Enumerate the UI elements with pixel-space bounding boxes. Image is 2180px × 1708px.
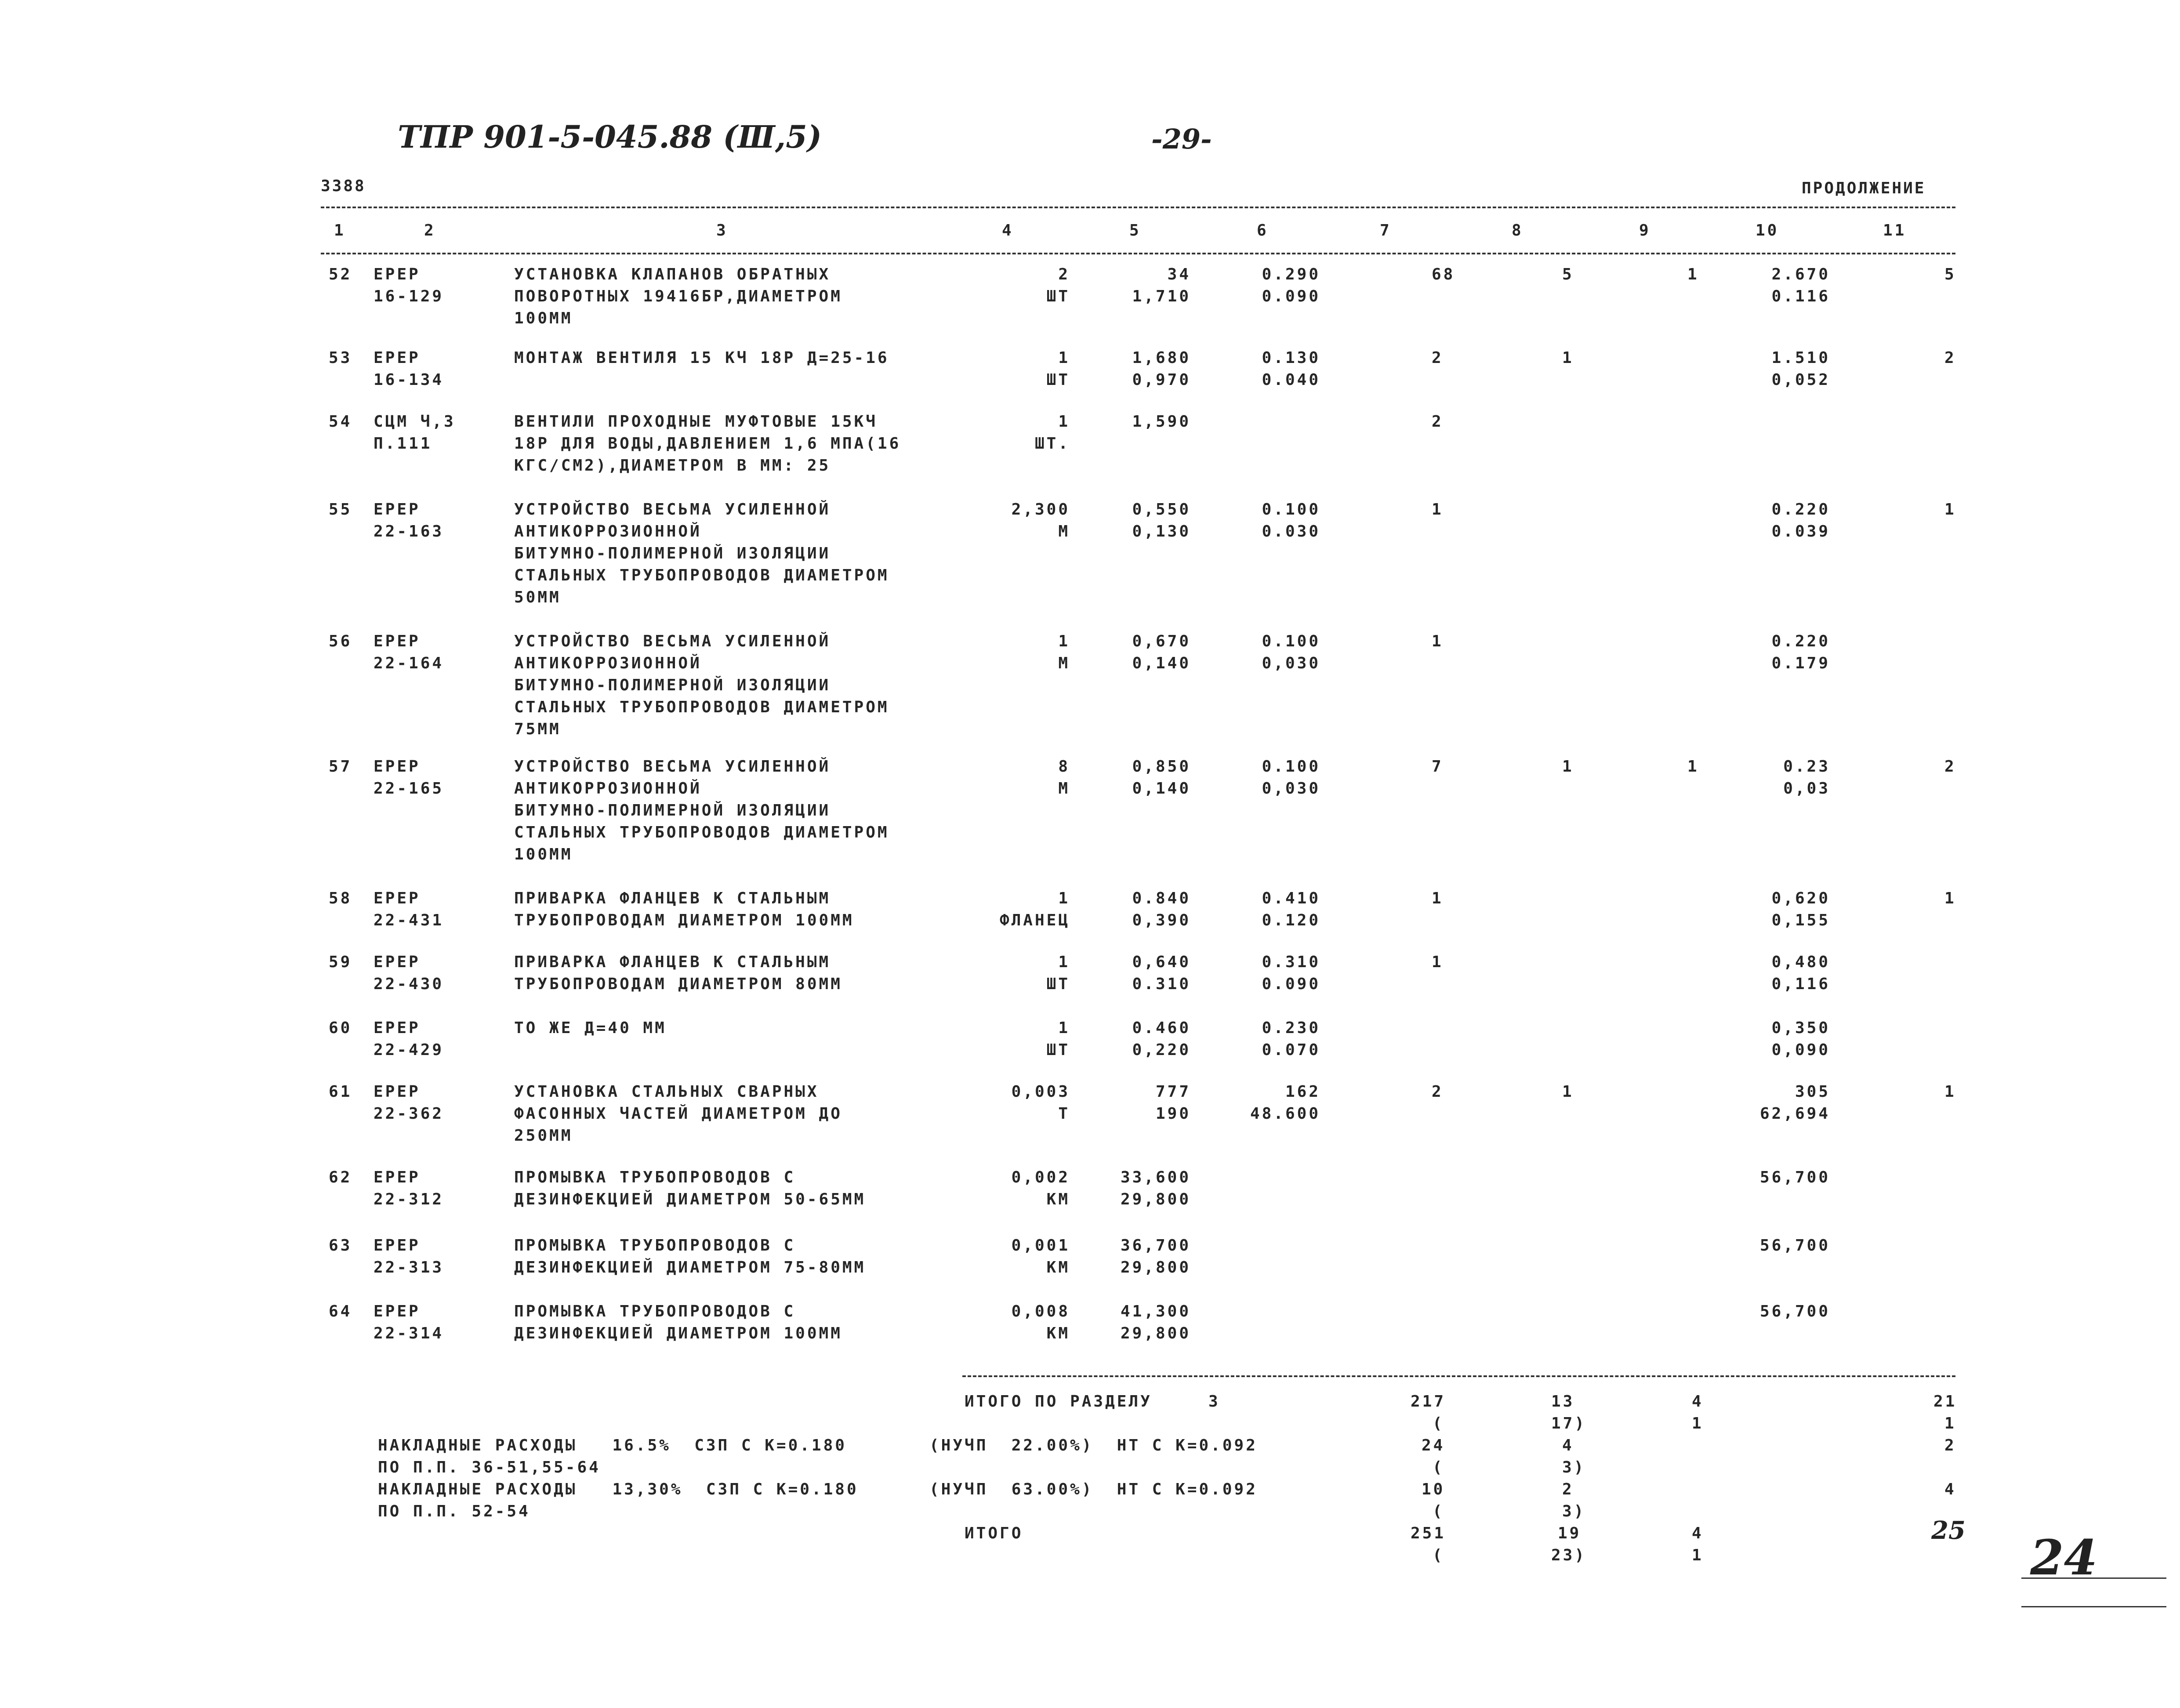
- overhead-1-line1: НАКЛАДНЫЕ РАСХОДЫ 16.5% СЗП С К=0.180: [378, 1436, 847, 1454]
- row-description: СТАЛЬНЫХ ТРУБОПРОВОДОВ ДИАМЕТРОМ: [514, 823, 889, 841]
- row-col8: 1: [1562, 758, 1574, 776]
- row-col8: 1: [1562, 1083, 1574, 1101]
- row-quantity: 1: [1058, 349, 1070, 367]
- overhead-1-line2: ПО П.П. 36-51,55-64: [378, 1458, 601, 1476]
- grand-total-c9-b: 1: [1692, 1546, 1704, 1564]
- row-col6: 0.100: [1262, 758, 1320, 776]
- row-description: 100ММ: [514, 845, 573, 863]
- row-unit: М: [1058, 522, 1070, 540]
- row-description: БИТУМНО-ПОЛИМЕРНОЙ ИЗОЛЯЦИИ: [514, 676, 831, 694]
- row-col6: 0.040: [1262, 371, 1320, 389]
- row-code: 22-164: [374, 654, 444, 672]
- row-number: 55: [329, 500, 352, 519]
- row-code: 22-429: [374, 1041, 444, 1059]
- row-number: 64: [329, 1302, 352, 1320]
- row-col5: 0.310: [1132, 975, 1191, 993]
- row-col6: 0.030: [1262, 522, 1320, 540]
- col-header-2: 2: [424, 221, 436, 239]
- row-description: БИТУМНО-ПОЛИМЕРНОЙ ИЗОЛЯЦИИ: [514, 544, 831, 562]
- overhead-1-c11: 2: [1944, 1436, 1956, 1454]
- row-col10: 0.220: [1771, 632, 1830, 650]
- row-col5: 33,600: [1120, 1168, 1191, 1186]
- overhead-2-c7-b: (: [1433, 1502, 1444, 1520]
- row-quantity: 1: [1058, 889, 1070, 907]
- row-description: СТАЛЬНЫХ ТРУБОПРОВОДОВ ДИАМЕТРОМ: [514, 698, 889, 716]
- row-col10: 1.510: [1771, 349, 1830, 367]
- row-number: 59: [329, 953, 352, 971]
- row-description: 50ММ: [514, 588, 561, 606]
- overhead-2-c8-b: 3): [1562, 1502, 1586, 1520]
- row-number: 52: [329, 265, 352, 283]
- row-col5: 29,800: [1120, 1258, 1191, 1276]
- overhead-2-line1: НАКЛАДНЫЕ РАСХОДЫ 13,30% СЗП С К=0.180: [378, 1480, 859, 1498]
- row-code: ЕРЕР: [374, 758, 421, 776]
- row-code: 22-312: [374, 1190, 444, 1208]
- row-quantity: 0,003: [1011, 1083, 1070, 1101]
- row-col10: 56,700: [1759, 1237, 1830, 1255]
- row-description: ФАСОННЫХ ЧАСТЕЙ ДИАМЕТРОМ ДО: [514, 1105, 842, 1123]
- col-header-6: 6: [1257, 221, 1269, 239]
- row-description: ТРУБОПРОВОДАМ ДИАМЕТРОМ 100ММ: [514, 911, 854, 929]
- row-quantity: 0,002: [1011, 1168, 1070, 1186]
- row-code: П.111: [374, 435, 432, 453]
- row-col5: 0,130: [1132, 522, 1191, 540]
- row-quantity: 2: [1058, 265, 1070, 283]
- row-code: ЕРЕР: [374, 500, 421, 519]
- row-col5: 0.840: [1132, 889, 1191, 907]
- row-col10: 305: [1795, 1083, 1830, 1101]
- row-code: 22-430: [374, 975, 444, 993]
- row-number: 54: [329, 413, 352, 431]
- sheet-number-underline-2: [2021, 1606, 2166, 1607]
- row-number: 60: [329, 1019, 352, 1037]
- header-rule-top: [321, 207, 1955, 208]
- row-unit: ФЛАНЕЦ: [999, 911, 1070, 929]
- row-description: УСТРОЙСТВО ВЕСЬМА УСИЛЕННОЙ: [514, 758, 831, 776]
- section-total-c7-b: (: [1433, 1414, 1444, 1432]
- section-total-c8-b: 17): [1551, 1414, 1587, 1432]
- row-description: УСТАНОВКА КЛАПАНОВ ОБРАТНЫХ: [514, 265, 831, 283]
- row-col10: 2.670: [1771, 265, 1830, 283]
- section-total-c9-b: 1: [1692, 1414, 1704, 1432]
- row-description: ПРИВАРКА ФЛАНЦЕВ К СТАЛЬНЫМ: [514, 889, 831, 907]
- row-description: ПОВОРОТНЫХ 19416БР,ДИАМЕТРОМ: [514, 287, 842, 305]
- overhead-2-c7: 10: [1422, 1480, 1445, 1498]
- table-row: [0, 499, 2180, 613]
- row-unit: ШТ: [1046, 287, 1070, 305]
- row-code: ЕРЕР: [374, 889, 421, 907]
- row-col10: 0,155: [1771, 911, 1830, 929]
- row-description: ПРИВАРКА ФЛАНЦЕВ К СТАЛЬНЫМ: [514, 953, 831, 971]
- row-quantity: 2,300: [1011, 500, 1070, 519]
- row-number: 53: [329, 349, 352, 367]
- row-description: 75ММ: [514, 720, 561, 738]
- row-col6: 0.100: [1262, 500, 1320, 519]
- row-code: ЕРЕР: [374, 953, 421, 971]
- row-description: ДЕЗИНФЕКЦИЕЙ ДИАМЕТРОМ 50-65ММ: [514, 1190, 866, 1208]
- row-col5: 1,710: [1132, 287, 1191, 305]
- row-col5: 0,640: [1132, 953, 1191, 971]
- overhead-2-c11: 4: [1944, 1480, 1956, 1498]
- row-col8: 1: [1562, 349, 1574, 367]
- row-code: СЦМ Ч,3: [374, 413, 456, 431]
- col-header-5: 5: [1129, 221, 1141, 239]
- section-total-c11-b: 1: [1944, 1414, 1956, 1432]
- row-quantity: 8: [1058, 758, 1070, 776]
- row-col6: 162: [1285, 1083, 1320, 1101]
- row-description: ДЕЗИНФЕКЦИЕЙ ДИАМЕТРОМ 75-80ММ: [514, 1258, 866, 1276]
- row-code: 22-431: [374, 911, 444, 929]
- row-code: 22-314: [374, 1324, 444, 1342]
- row-col7: 1: [1432, 632, 1444, 650]
- grand-total-label: ИТОГО: [965, 1524, 1023, 1542]
- row-col7: 1: [1432, 953, 1444, 971]
- row-col10: 0,116: [1771, 975, 1830, 993]
- row-col6: 0.130: [1262, 349, 1320, 367]
- row-col10: 0,620: [1771, 889, 1830, 907]
- row-unit: КМ: [1046, 1190, 1070, 1208]
- grand-total-c8-b: 23): [1551, 1546, 1587, 1564]
- row-code: 16-129: [374, 287, 444, 305]
- row-unit: ШТ: [1046, 371, 1070, 389]
- row-col5: 0,970: [1132, 371, 1191, 389]
- row-col11: 1: [1944, 1083, 1956, 1101]
- section-total-number: 3: [1208, 1393, 1220, 1411]
- row-col7: 2: [1432, 1083, 1444, 1101]
- row-col5: 0,140: [1132, 654, 1191, 672]
- grand-total-c11: 25: [1931, 1516, 1966, 1545]
- row-col10: 0.116: [1771, 287, 1830, 305]
- row-col10: 0,052: [1771, 371, 1830, 389]
- handwritten-sheet-number: 24: [2030, 1529, 2098, 1586]
- row-col10: 0.039: [1771, 522, 1830, 540]
- row-code: 22-163: [374, 522, 444, 540]
- overhead-1-c8-b: 3): [1562, 1458, 1586, 1476]
- row-col10: 0.23: [1783, 758, 1830, 776]
- row-col5: 0,390: [1132, 911, 1191, 929]
- row-col6: 0,030: [1262, 780, 1320, 798]
- row-description: АНТИКОРРОЗИОННОЙ: [514, 780, 702, 798]
- col-header-11: 11: [1883, 221, 1907, 239]
- row-col6: 0,030: [1262, 654, 1320, 672]
- row-col6: 0.120: [1262, 911, 1320, 929]
- row-description: УСТРОЙСТВО ВЕСЬМА УСИЛЕННОЙ: [514, 632, 831, 650]
- row-quantity: 1: [1058, 1019, 1070, 1037]
- row-col6: 0.290: [1262, 265, 1320, 283]
- row-col5: 36,700: [1120, 1237, 1191, 1255]
- row-description: АНТИКОРРОЗИОННОЙ: [514, 522, 702, 540]
- row-col5: 0,140: [1132, 780, 1191, 798]
- overhead-2-mid: (НУЧП 63.00%) НТ С К=0.092: [929, 1480, 1258, 1498]
- header-rule-bottom: [321, 253, 1955, 254]
- column-header-row: [0, 220, 2180, 246]
- row-description: ПРОМЫВКА ТРУБОПРОВОДОВ С: [514, 1237, 796, 1255]
- row-quantity: 0,008: [1011, 1302, 1070, 1320]
- row-quantity: 1: [1058, 413, 1070, 431]
- row-description: БИТУМНО-ПОЛИМЕРНОЙ ИЗОЛЯЦИИ: [514, 801, 831, 820]
- row-description: ТРУБОПРОВОДАМ ДИАМЕТРОМ 80ММ: [514, 975, 842, 993]
- row-col8: 5: [1562, 265, 1574, 283]
- row-description: УСТРОЙСТВО ВЕСЬМА УСИЛЕННОЙ: [514, 500, 831, 519]
- row-code: ЕРЕР: [374, 265, 421, 283]
- row-unit: М: [1058, 780, 1070, 798]
- row-description: УСТАНОВКА СТАЛЬНЫХ СВАРНЫХ: [514, 1083, 819, 1101]
- row-description: ПРОМЫВКА ТРУБОПРОВОДОВ С: [514, 1168, 796, 1186]
- section-total-c7: 217: [1411, 1393, 1446, 1411]
- col-header-9: 9: [1639, 221, 1651, 239]
- row-col5: 0.460: [1132, 1019, 1191, 1037]
- sheet-number-underline: [2021, 1577, 2166, 1579]
- row-description: ДЕЗИНФЕКЦИЕЙ ДИАМЕТРОМ 100ММ: [514, 1324, 842, 1342]
- row-code: ЕРЕР: [374, 632, 421, 650]
- col-header-1: 1: [334, 221, 346, 239]
- row-col7: 2: [1432, 349, 1444, 367]
- row-code: ЕРЕР: [374, 1237, 421, 1255]
- row-description: АНТИКОРРОЗИОННОЙ: [514, 654, 702, 672]
- col-header-4: 4: [1002, 221, 1014, 239]
- sheet-id: 3388: [321, 177, 366, 195]
- row-col7: 2: [1432, 413, 1444, 431]
- col-header-10: 10: [1756, 221, 1779, 239]
- row-code: ЕРЕР: [374, 349, 421, 367]
- row-col6: 0.310: [1262, 953, 1320, 971]
- overhead-1-mid: (НУЧП 22.00%) НТ С К=0.092: [929, 1436, 1258, 1454]
- row-col10: 56,700: [1759, 1168, 1830, 1186]
- row-description: КГС/СМ2),ДИАМЕТРОМ В ММ: 25: [514, 457, 831, 475]
- grand-total-c7: 251: [1411, 1524, 1446, 1542]
- row-col10: 0,480: [1771, 953, 1830, 971]
- row-description: ТО ЖЕ Д=40 ММ: [514, 1019, 667, 1037]
- row-col10: 0,350: [1771, 1019, 1830, 1037]
- row-code: ЕРЕР: [374, 1019, 421, 1037]
- row-col7: 7: [1432, 758, 1444, 776]
- row-description: ВЕНТИЛИ ПРОХОДНЫЕ МУФТОВЫЕ 15КЧ: [514, 413, 878, 431]
- row-col10: 0.220: [1771, 500, 1830, 519]
- row-col5: 1,590: [1132, 413, 1191, 431]
- section-total-c9: 4: [1692, 1393, 1704, 1411]
- row-unit: КМ: [1046, 1258, 1070, 1276]
- page-number: -29-: [1151, 123, 1212, 155]
- row-description: СТАЛЬНЫХ ТРУБОПРОВОДОВ ДИАМЕТРОМ: [514, 566, 889, 584]
- row-number: 63: [329, 1237, 352, 1255]
- row-col10: 62,694: [1759, 1105, 1830, 1123]
- row-col6: 0.410: [1262, 889, 1320, 907]
- row-col11: 1: [1944, 889, 1956, 907]
- row-col7: 1: [1432, 500, 1444, 519]
- totals-rule: [962, 1375, 1955, 1377]
- row-col6: 48.600: [1250, 1105, 1320, 1123]
- overhead-2-c8: 2: [1562, 1480, 1574, 1498]
- row-description: 100ММ: [514, 309, 573, 327]
- row-col5: 1,680: [1132, 349, 1191, 367]
- row-unit: ШТ.: [1034, 435, 1070, 453]
- row-number: 58: [329, 889, 352, 907]
- grand-total-c7-b: (: [1433, 1546, 1444, 1564]
- row-col11: 2: [1944, 349, 1956, 367]
- row-unit: ШТ: [1046, 1041, 1070, 1059]
- section-total-c11: 21: [1933, 1393, 1957, 1411]
- row-number: 61: [329, 1083, 352, 1101]
- row-col7: 1: [1432, 889, 1444, 907]
- row-col10: 56,700: [1759, 1302, 1830, 1320]
- row-description: МОНТАЖ ВЕНТИЛЯ 15 КЧ 18Р Д=25-16: [514, 349, 889, 367]
- row-description: 250ММ: [514, 1127, 573, 1145]
- row-col5: 34: [1167, 265, 1191, 283]
- row-col6: 0.070: [1262, 1041, 1320, 1059]
- row-description: ПРОМЫВКА ТРУБОПРОВОДОВ С: [514, 1302, 796, 1320]
- table-row: [0, 756, 2180, 870]
- row-unit: Т: [1058, 1105, 1070, 1123]
- row-col11: 2: [1944, 758, 1956, 776]
- doc-code: ТПР 901-5-045.88 (Ⅲ,5): [398, 119, 822, 155]
- row-col5: 0,220: [1132, 1041, 1191, 1059]
- col-header-7: 7: [1380, 221, 1392, 239]
- row-col10: 0,03: [1783, 780, 1830, 798]
- overhead-2-line2: ПО П.П. 52-54: [378, 1502, 530, 1520]
- row-unit: М: [1058, 654, 1070, 672]
- row-unit: ШТ: [1046, 975, 1070, 993]
- row-number: 56: [329, 632, 352, 650]
- row-col10: 0,090: [1771, 1041, 1830, 1059]
- row-col7: 68: [1432, 265, 1455, 283]
- overhead-1-c7: 24: [1422, 1436, 1445, 1454]
- continuation-label: ПРОДОЛЖЕНИЕ: [1802, 179, 1926, 197]
- row-col11: 5: [1944, 265, 1956, 283]
- section-total-c8: 13: [1551, 1393, 1575, 1411]
- col-header-8: 8: [1512, 221, 1523, 239]
- row-col6: 0.090: [1262, 975, 1320, 993]
- row-col5: 29,800: [1120, 1324, 1191, 1342]
- row-code: 16-134: [374, 371, 444, 389]
- row-col11: 1: [1944, 500, 1956, 519]
- row-col5: 41,300: [1120, 1302, 1191, 1320]
- row-col5: 0,550: [1132, 500, 1191, 519]
- row-code: 22-313: [374, 1258, 444, 1276]
- row-col5: 777: [1155, 1083, 1191, 1101]
- row-col6: 0.100: [1262, 632, 1320, 650]
- section-total-label: ИТОГО ПО РАЗДЕЛУ: [965, 1393, 1152, 1411]
- row-quantity: 1: [1058, 953, 1070, 971]
- row-col5: 190: [1155, 1105, 1191, 1123]
- overhead-1-c8: 4: [1562, 1436, 1574, 1454]
- row-code: ЕРЕР: [374, 1168, 421, 1186]
- row-col5: 0,670: [1132, 632, 1191, 650]
- row-col9: 1: [1687, 758, 1699, 776]
- row-quantity: 0,001: [1011, 1237, 1070, 1255]
- grand-total-c8: 19: [1558, 1524, 1581, 1542]
- row-col9: 1: [1687, 265, 1699, 283]
- col-header-3: 3: [716, 221, 728, 239]
- row-col10: 0.179: [1771, 654, 1830, 672]
- row-unit: КМ: [1046, 1324, 1070, 1342]
- row-number: 57: [329, 758, 352, 776]
- row-code: 22-362: [374, 1105, 444, 1123]
- row-col6: 0.090: [1262, 287, 1320, 305]
- row-quantity: 1: [1058, 632, 1070, 650]
- row-description: 18Р ДЛЯ ВОДЫ,ДАВЛЕНИЕМ 1,6 МПА(16: [514, 435, 901, 453]
- grand-total-c9: 4: [1692, 1524, 1704, 1542]
- row-col5: 0,850: [1132, 758, 1191, 776]
- row-col6: 0.230: [1262, 1019, 1320, 1037]
- row-code: 22-165: [374, 780, 444, 798]
- row-code: ЕРЕР: [374, 1083, 421, 1101]
- table-row: [0, 631, 2180, 745]
- row-col5: 29,800: [1120, 1190, 1191, 1208]
- row-code: ЕРЕР: [374, 1302, 421, 1320]
- row-number: 62: [329, 1168, 352, 1186]
- overhead-1-c7-b: (: [1433, 1458, 1444, 1476]
